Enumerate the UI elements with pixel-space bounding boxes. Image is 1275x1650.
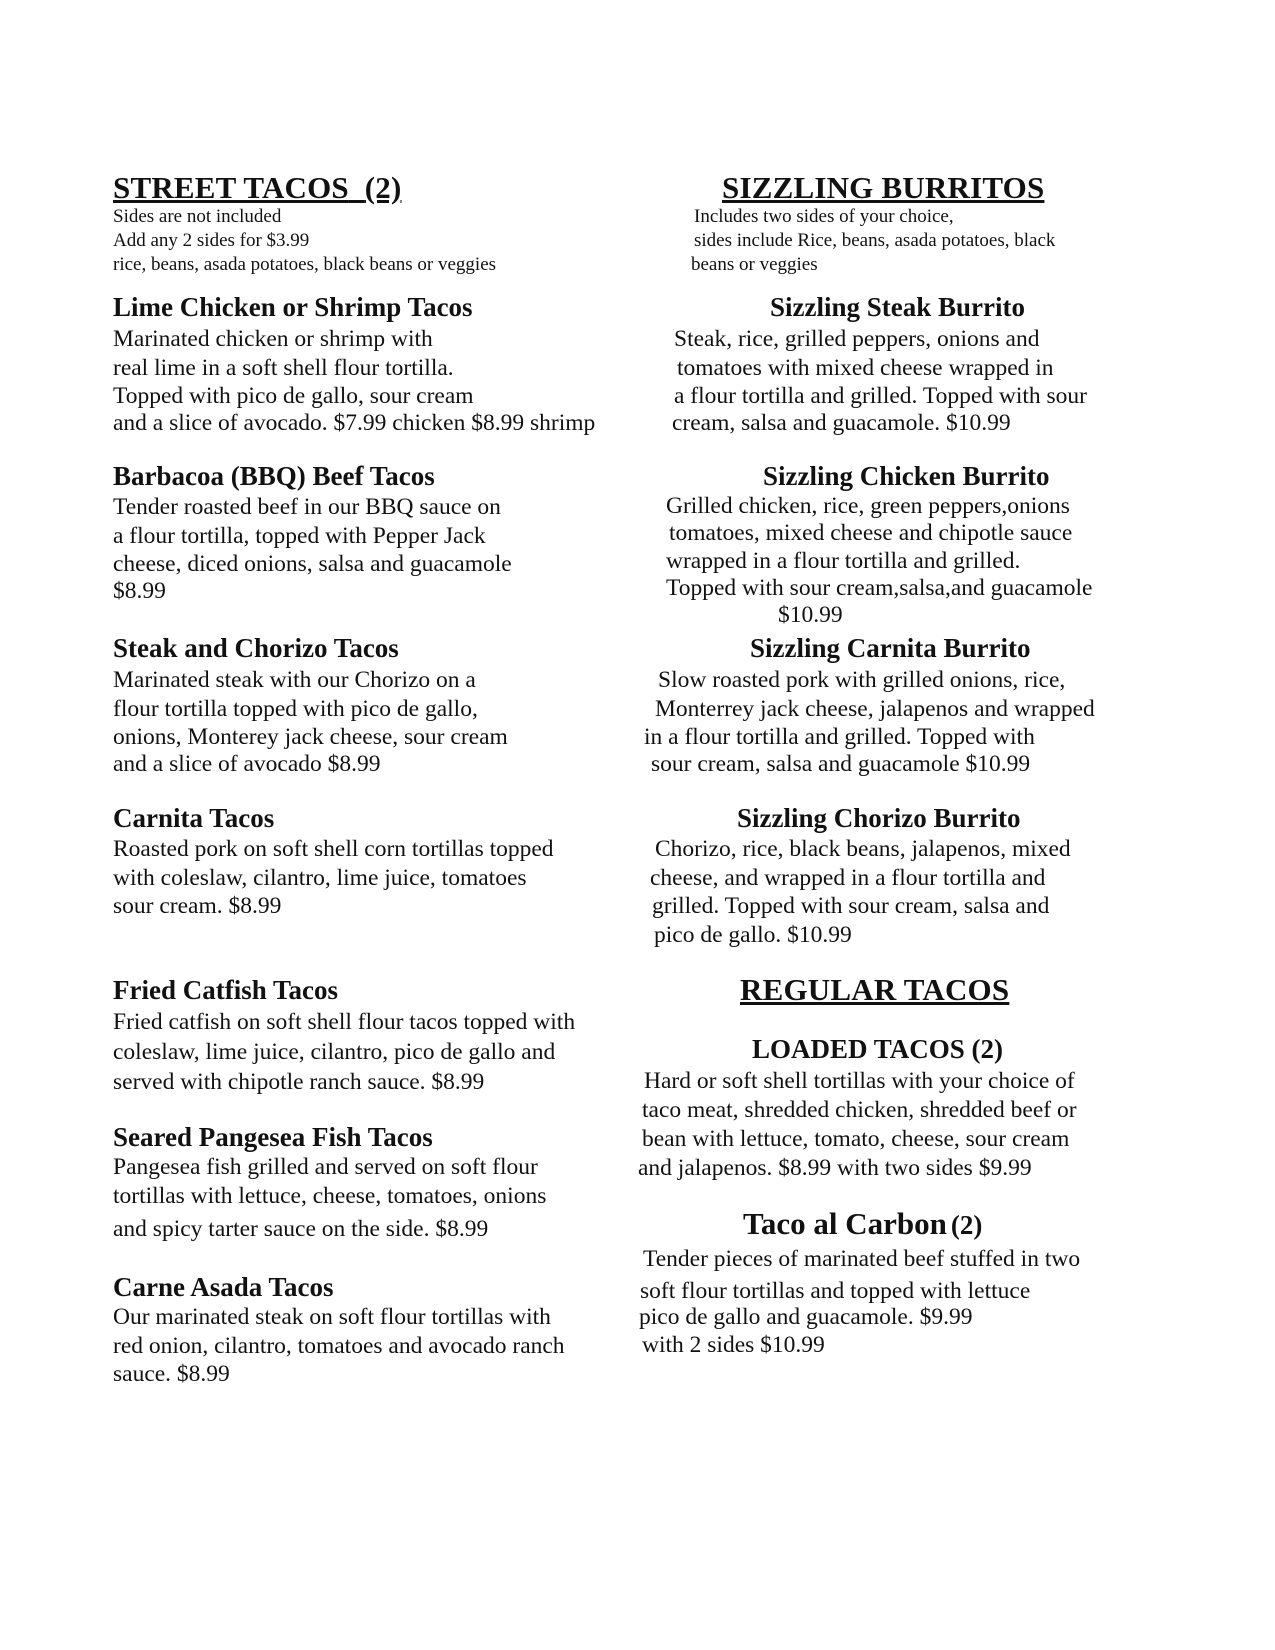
description-line: Chorizo, rice, black beans, jalapenos, mixed [655,836,1071,862]
description-line: pico de gallo and guacamole. $9.99 [639,1304,973,1330]
description-line: and a slice of avocado $8.99 [113,750,381,777]
item-name-taco-al-carbon [743,1206,982,1242]
description-line: grilled. Topped with sour cream, salsa and [652,893,1050,919]
description-line: served with chipotle ranch sauce. $8.99 [113,1069,485,1095]
item-description [113,1007,575,1097]
description-line: Pangesea fish grilled and served on soft flour [113,1154,538,1180]
sizzling-burritos-note: sides include Rice, beans, asada potatoes, black [694,230,1056,251]
description-line: Tender roasted beef in our BBQ sauce on [113,494,501,520]
item-name-sizzling-chicken-burrito: Sizzling Chicken Burrito [763,461,1050,491]
item-description [113,325,595,439]
item-name-steak-chorizo-tacos: Steak and Chorizo Tacos [113,633,399,663]
description-line: Slow roasted pork with grilled onions, rice, [658,667,1066,693]
description-line: with coleslaw, cilantro, lime juice, tomatoes [113,864,527,891]
description-line: Grilled chicken, rice, green peppers,onions [666,493,1070,519]
item-description [674,325,1087,439]
item-name-carnita-tacos: Carnita Tacos [113,803,275,833]
description-line: bean with lettuce, tomato, cheese, sour cream [642,1126,1070,1152]
item-description [639,1245,1081,1359]
item-description [113,666,508,780]
description-line: and a slice of avocado. $7.99 chicken $8.99 shrimp [113,409,596,436]
item-name-sizzling-steak-burrito: Sizzling Steak Burrito [770,292,1025,322]
item-name-lime-chicken-shrimp-tacos: Lime Chicken or Shrimp Tacos [113,292,473,322]
item-name-fried-catfish-tacos: Fried Catfish Tacos [113,975,339,1005]
description-line: sauce. $8.99 [113,1361,230,1387]
sizzling-burritos-note: Includes two sides of your choice, [694,206,954,227]
description-line: coleslaw, lime juice, cilantro, pico de gallo and [113,1039,556,1065]
description-line: Marinated chicken or shrimp with [113,326,433,352]
street-tacos-notes [113,205,496,277]
description-line: pico de gallo. $10.99 [654,921,852,948]
description-line: Monterrey jack cheese, jalapenos and wrapped [655,695,1095,722]
description-line: a flour tortilla, topped with Pepper Jack [113,522,486,549]
street-tacos-note: rice, beans, asada potatoes, black beans or veggies [113,254,497,275]
item-description [113,493,512,607]
description-line: Tender pieces of marinated beef stuffed in two [643,1246,1081,1272]
description-line: onions, Monterey jack cheese, sour cream [113,724,508,750]
description-line: cheese, and wrapped in a flour tortilla and [650,864,1046,891]
description-line: cream, salsa and guacamole. $10.99 [672,409,1011,436]
sizzling-burritos-note: beans or veggies [691,254,818,275]
description-line: tomatoes, mixed cheese and chipotle sauce [669,520,1073,547]
description-line: $10.99 [778,602,843,629]
description-line: Marinated steak with our Chorizo on a [113,667,476,693]
description-line: sour cream. $8.99 [113,893,282,919]
item-name-sizzling-carnita-burrito: Sizzling Carnita Burrito [750,633,1031,663]
street-tacos-heading [113,170,402,206]
description-line: Our marinated steak on soft flour tortillas with [113,1304,551,1330]
description-line: sour cream, salsa and guacamole $10.99 [651,750,1031,777]
description-line: tortillas with lettuce, cheese, tomatoes, onions [113,1182,547,1209]
item-name-barbacoa-beef-tacos: Barbacoa (BBQ) Beef Tacos [113,461,435,491]
description-line: red onion, cilantro, tomatoes and avocado ranch [113,1332,565,1359]
description-line: wrapped in a flour tortilla and grilled. [666,547,1021,574]
taco-al-carbon-count: (2) [950,1210,983,1240]
item-name-loaded-tacos: LOADED TACOS (2) [752,1034,1004,1064]
description-line: tomatoes with mixed cheese wrapped in [677,354,1054,381]
item-name-carne-asada-tacos: Carne Asada Tacos [113,1272,334,1302]
description-line: flour tortilla topped with pico de gallo, [113,695,478,722]
description-line: in a flour tortilla and grilled. Topped with [644,724,1035,750]
regular-tacos-heading: REGULAR TACOS [740,972,1010,1007]
item-name-seared-pangesea-fish-tacos: Seared Pangesea Fish Tacos [113,1122,433,1152]
description-line: Fried catfish on soft shell flour tacos topped with [113,1009,576,1035]
description-line: taco meat, shredded chicken, shredded beef or [642,1097,1077,1123]
item-description [644,666,1095,780]
sizzling-burritos-heading: SIZZLING BURRITOS [722,170,1045,205]
description-line: Hard or soft shell tortillas with your choice of [644,1068,1075,1094]
item-name-sizzling-chorizo-burrito: Sizzling Chorizo Burrito [737,803,1021,833]
street-tacos-note: Sides are not included [113,206,282,227]
item-description [113,835,554,921]
item-description [666,493,1092,629]
description-line: real lime in a soft shell flour tortilla. [113,354,454,381]
item-description [650,835,1071,949]
description-line: a flour tortilla and grilled. Topped with sour [674,383,1088,409]
description-line: soft flour tortillas and topped with lettuce [640,1277,1031,1304]
description-line: with 2 sides $10.99 [642,1331,825,1358]
item-description [638,1067,1077,1183]
description-line: and spicy tarter sauce on the side. $8.99 [113,1216,489,1242]
description-line: and jalapenos. $8.99 with two sides $9.99 [638,1155,1032,1181]
item-description [113,1153,547,1242]
sizzling-burritos-notes [691,205,1056,277]
taco-al-carbon-title: Taco al Carbon [743,1206,947,1241]
street-tacos-heading-count: (2) [364,170,402,205]
description-line: Steak, rice, grilled peppers, onions and [674,326,1040,352]
description-line: cheese, diced onions, salsa and guacamole [113,551,512,577]
street-tacos-heading-text: STREET TACOS [113,170,349,205]
description-line: Topped with pico de gallo, sour cream [113,383,474,409]
description-line: Topped with sour cream,salsa,and guacamole [666,574,1093,601]
street-tacos-note: Add any 2 sides for $3.99 [113,230,310,251]
item-description [113,1303,565,1389]
description-line: Roasted pork on soft shell corn tortillas topped [113,836,554,862]
description-line: $8.99 [113,577,166,604]
